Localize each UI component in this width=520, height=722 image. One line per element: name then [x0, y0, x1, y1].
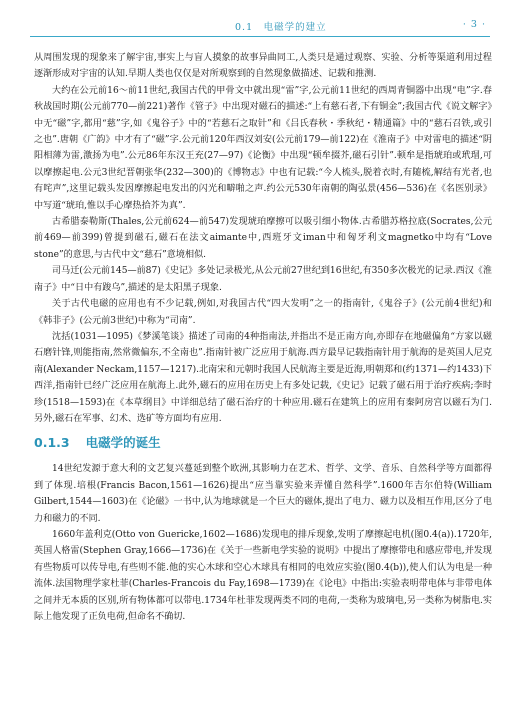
paragraph: 古希腊泰勒斯(Thales,公元前624—前547)发现琥珀摩擦可以吸引细小物体.古希腊苏格拉底(Socrates,公元前469—前399)曾提到磁石,磁石在法文aimante中,西班牙文iman中和匈牙利文magnetko中均有“Love stone”的意思,与古代中文“慈石”意境相似. — [34, 217, 492, 260]
page-number: · 3 · — [462, 19, 486, 30]
section-title: 电磁学的诞生 — [85, 435, 161, 451]
page-body — [34, 50, 492, 625]
paragraph: 司马迁(公元前145—前87)《史记》多处记录极光,从公元前27世纪到16世纪,有350多次极光的记录.西汉《淮南子》中“日中有踆乌”,描述的是太阳黑子现象. — [34, 266, 492, 293]
paragraph: 14世纪发源于意大利的文艺复兴蔓延到整个欧洲,其影响力在艺术、哲学、文学、音乐、自然科学等方面都得到了体现.培根(Francis Bacon,1561—1626)提出“应当靠实验来弄懂自然科学”.1600年吉尔伯特(William Gilbert,1544—1603)在《论磁》一书中,认为地球就是一个巨大的磁体,提出了电力、磁力以及相互作用,区分了电力和磁力的不同. — [34, 464, 492, 524]
paragraph: 大约在公元前16～前11世纪,我国古代的甲骨文中就出现“雷”字,公元前11世纪的西周青铜器中出现“电”字.春秋战国时期(公元前770—前221)著作《管子》中出现对磁石的描述:“上有慈石者,下有铜金”;我国古代《说文解字》中无“磁”字,都用“慈”字,如《鬼谷子》中的“若慈石之取针”和《吕氏春秋・季秋纪・精通篇》中的“慈石召铁,或引之也”.唐朝《广韵》中才有了“磁”字.公元前120年西汉刘安(公元前179—前122)在《淮南子》中对雷电的描述“阴阳相薄为雷,激扬为电”.公元86年东汉王充(27—97)《论衡》中出现“顿牟掇芥,磁石引针”.顿牟是指琥珀或玳瑁,可以摩擦起电.公元3世纪晋朝张华(232—300)的《博物志》中也有记载:“今人梳头,脱着衣时,有随梳,解结有光者,也有咤声”,这里记载头发因摩擦起电发出的闪光和噼啪之声.约公元530年南朝的陶弘景(456—536)在《名医别录》中写道“琥珀,惟以手心摩热拾芥为真”. — [34, 85, 492, 211]
header-section-title: 0.1 电磁学的建立 — [235, 22, 327, 33]
paragraph: 从周围发现的现象来了解宇宙,事实上与盲人摸象的故事异曲同工,人类只是通过观察、实验、分析等渠道利用过程逐渐形成对宇宙的认知.早期人类也仅仅是对所观察到的自然现象做描述、记载和推测. — [34, 53, 492, 80]
paragraph: 1660年盖利克(Otto von Guericke,1602—1686)发现电的排斥现象,发明了摩擦起电机(图0.4(a)).1720年,英国人格雷(Stephen Gray,1666—1736)在《关于一些新电学实验的说明》中提出了摩擦带电和感应带电,并发现有些物质可以传导电,有些则不能.他的实心木球和空心木球具有相同的电效应实验(图0.4(b)),使人们认为电是一种流体.法国物理学家杜菲(Charles-Francois du Fay,1698—1739)在《论电》中指出:实验表明带电体与非带电体之间并无本质的区别,所有物体都可以带电.1734年杜菲发现两类不同的电荷,一类称为玻璃电,另一类称为树脂电.实际上他发现了正负电荷,但命名不确切. — [34, 529, 492, 622]
section-heading — [34, 432, 492, 454]
paragraph: 关于古代电磁的应用也有不少记载,例如,对我国古代“四大发明”之一的指南针,《鬼谷子》(公元前4世纪)和《韩非子》(公元前3世纪)中称为“司南”. — [34, 299, 492, 326]
running-header — [30, 10, 490, 37]
section-number: 0.1.3 — [34, 435, 70, 451]
paragraph: 沈括(1031—1095)《梦溪笔谈》描述了司南的4种指南法,并指出不是正南方向,亦即存在地磁偏角“方家以磁石磨针锋,则能指南,然常微偏东,不全南也”.指南针被广泛应用于航海.西方最早记载指南针用于航海的是英国人尼克南(Alexander Neckam,1157—1217).北南宋和元朝时我国人民航海主要是近海,明朝郑和(约1371—约1433)下西洋,指南针已经广泛应用在航海上.此外,磁石的应用在历史上有多处记载,《史记》记载了磁石用于治疗疾病;李时珍(1518—1593)在《本草纲目》中详细总结了磁石治疗的十种应用.磁石在建筑上的应用有秦阿房宫以磁石为门.另外,磁石在军事、幻术、选矿等方面均有应用. — [34, 331, 492, 424]
